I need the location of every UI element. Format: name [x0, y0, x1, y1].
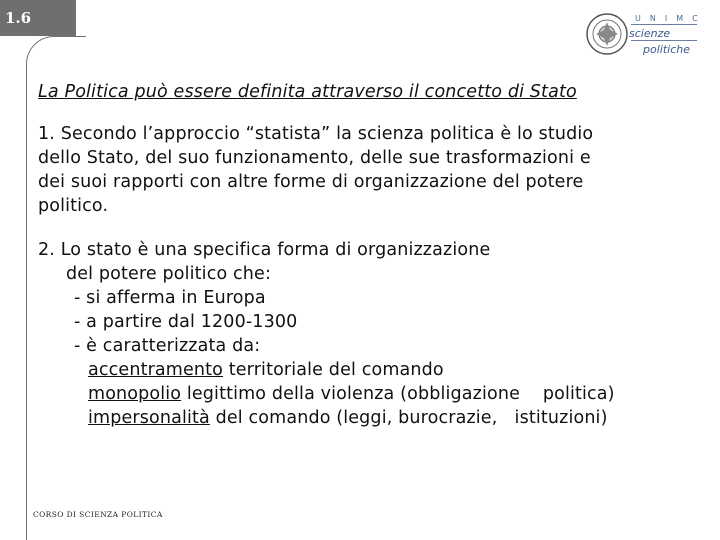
slide-number: 1.6: [5, 9, 32, 27]
feature-key: monopolio: [88, 384, 182, 404]
point-2: [38, 238, 708, 430]
logo-divider: [631, 24, 697, 25]
point-2-line: 2. Lo stato è una specifica forma di organizzazione: [38, 240, 491, 260]
point-1: [38, 122, 708, 218]
point-1-line: dei suoi rapporti con altre forme di organizzazione del potere: [38, 172, 584, 192]
university-logo: [585, 10, 707, 60]
university-seal-icon: [585, 12, 629, 56]
list-item: - a partire dal 1200-1300: [74, 312, 298, 332]
logo-word-scienze: scienze: [629, 27, 671, 40]
logo-divider: [631, 40, 697, 41]
feature-text: del comando (leggi, burocrazie, istituzioni): [209, 408, 608, 428]
list-item: - si afferma in Europa: [74, 288, 266, 308]
slide-content: [38, 80, 708, 430]
point-1-line: dello Stato, del suo funzionamento, delle sue trasformazioni e: [38, 148, 591, 168]
point-1-line: politico.: [38, 196, 109, 216]
feature-key: impersonalità: [88, 408, 210, 428]
feature-item: [38, 406, 708, 430]
footer-course-name: CORSO DI SCIENZA POLITICA: [33, 510, 163, 519]
point-1-line: 1. Secondo l’approccio “statista” la scienza politica è lo studio: [38, 124, 594, 144]
feature-item: [38, 382, 708, 406]
feature-text: legittimo della violenza (obbligazione politica): [181, 384, 615, 404]
point-2-line: del potere politico che:: [66, 264, 272, 284]
logo-top-text: UNIMC: [635, 14, 707, 23]
logo-word-politiche: politiche: [643, 43, 690, 56]
slide-title: La Politica può essere definita attraverso il concetto di Stato: [38, 82, 577, 102]
feature-key: accentramento: [88, 360, 224, 380]
feature-text: territoriale del comando: [223, 360, 444, 380]
feature-item: [38, 358, 708, 382]
list-item: - è caratterizzata da:: [74, 336, 261, 356]
